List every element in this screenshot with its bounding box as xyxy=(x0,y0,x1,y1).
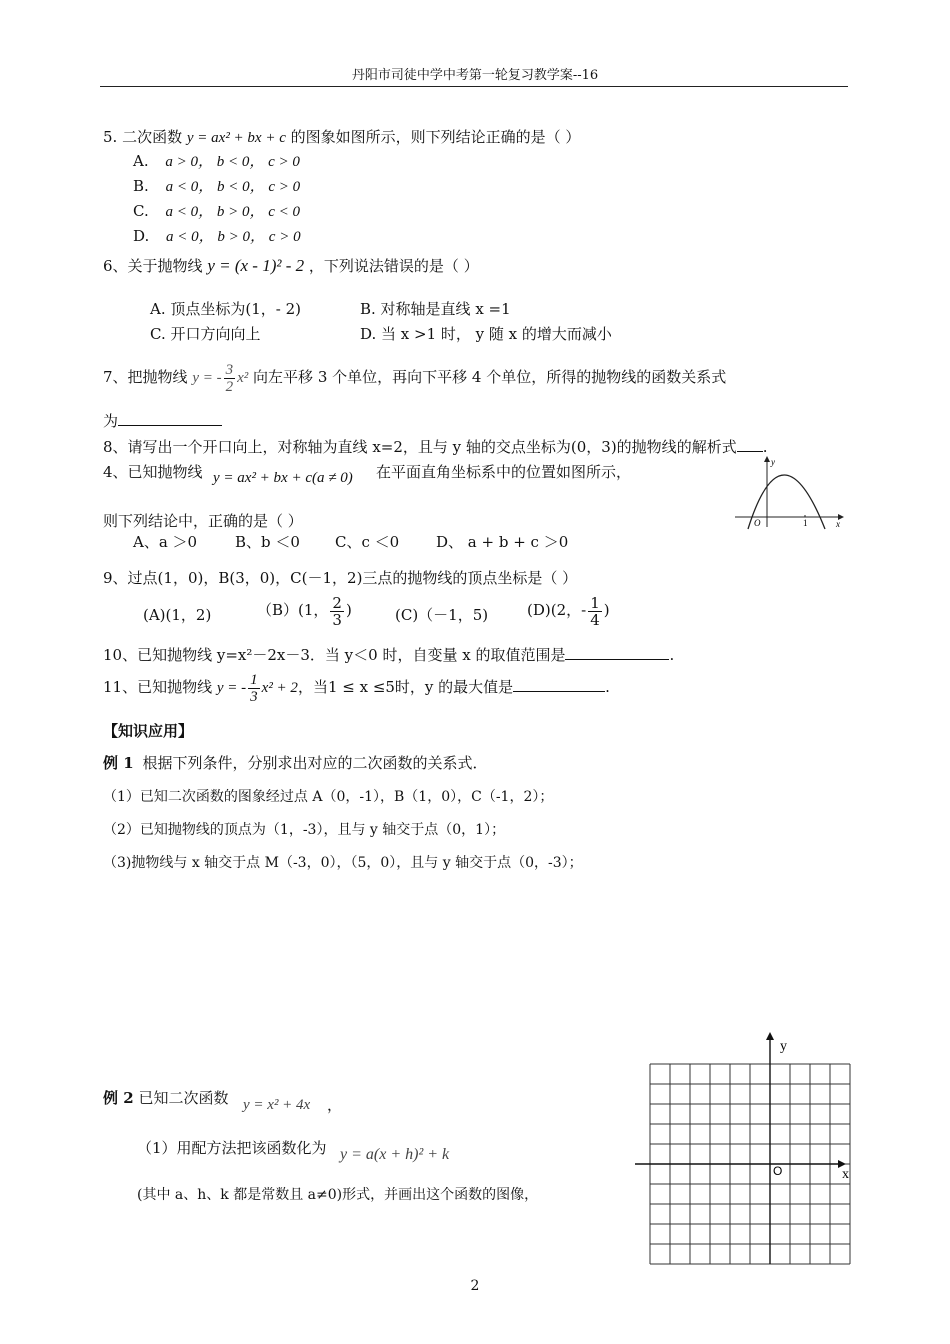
q8-blank[interactable] xyxy=(737,437,763,452)
q11-blank[interactable] xyxy=(513,677,605,692)
q9-stem: 9、过点(1，0)，B(3，0)，C(－1，2)三点的抛物线的顶点坐标是（ ） xyxy=(103,569,578,587)
q4-suffix: 在平面直角坐标系中的位置如图所示， xyxy=(376,463,632,481)
q5-formula: y = ax² + bx + c xyxy=(186,130,286,146)
header-rule xyxy=(100,86,848,87)
q4-parabola-graph xyxy=(730,455,845,530)
frac-den: 4 xyxy=(590,610,600,629)
q8-end: . xyxy=(762,438,768,456)
q4-line2: 则下列结论中，正确的是（ ） xyxy=(103,512,303,530)
grid-y-label: y xyxy=(780,1039,787,1054)
ex2-part2: (其中 a、h、k 都是常数且 a≠0)形式，并画出这个函数的图像， xyxy=(137,1187,539,1203)
option-label: C. xyxy=(133,202,149,220)
option-text: a < 0， b > 0， c > 0 xyxy=(166,229,301,245)
q7-formula-post: x² xyxy=(237,370,249,386)
q9-option-b xyxy=(257,593,352,628)
q11-formula-pre: y = - xyxy=(216,680,247,696)
option-label: B. xyxy=(133,177,149,195)
option-text: a < 0， b < 0， c > 0 xyxy=(165,179,301,195)
q11-suffix: ，当1 ≤ x ≤5时，y 的最大值是 xyxy=(297,678,514,696)
section-title: 【知识应用】 xyxy=(103,722,194,740)
q11-formula-post: x² + 2 xyxy=(261,680,298,696)
q7-suffix: 向左平移 3 个单位，再向下平移 4 个单位，所得的抛物线的函数关系式 xyxy=(253,368,727,386)
q9-optD-post: ) xyxy=(603,601,610,619)
q5-option-c xyxy=(133,200,300,221)
q9-option-a: (A)(1，2) xyxy=(143,606,212,624)
q7-blank[interactable] xyxy=(118,411,222,426)
q9-optB-post: ) xyxy=(345,601,352,619)
q4-option-b: B、b ＜0 xyxy=(235,533,300,551)
ex2-formula2: y = a(x + h)² + k xyxy=(340,1146,450,1163)
q11-frac-den: 3 xyxy=(250,688,258,705)
q7-frac-num: 3 xyxy=(225,361,234,378)
q7-prefix: 7、把抛物线 xyxy=(103,368,188,386)
q4-prefix: 4、已知抛物线 xyxy=(103,463,203,481)
q5-option-d xyxy=(133,225,301,246)
ex1-label: 例 1 xyxy=(103,754,134,772)
q11-stem xyxy=(103,670,610,705)
q9-optD-frac xyxy=(588,595,602,628)
q5-suffix: 的图象如图所示，则下列结论正确的是（ ） xyxy=(290,128,581,146)
q9-optB-pre: （B）(1， xyxy=(257,601,329,619)
q7-formula-pre: y = - xyxy=(192,370,222,386)
option-text: a > 0， b < 0， c > 0 xyxy=(165,154,300,170)
ex2-stem xyxy=(103,1087,228,1108)
q6-option-b: B. 对称轴是直线 x =1 xyxy=(360,300,511,318)
q9-optD-pre: (D)(2，- xyxy=(527,601,587,619)
q4-option-d: D、 a + b + c ＞0 xyxy=(436,533,569,551)
q6-suffix: ，下列说法错误的是（ ） xyxy=(308,257,479,275)
q6-option-d: D. 当 x >1 时， y 随 x 的增大而减小 xyxy=(360,325,612,343)
q6-prefix: 6、关于抛物线 xyxy=(103,257,203,275)
frac-den: 3 xyxy=(332,610,342,629)
q5-option-b xyxy=(133,175,300,196)
q5-stem xyxy=(103,126,580,147)
q8-text: 8、请写出一个开口向上，对称轴为直线 x=2，且与 y 轴的交点坐标为(0，3)的抛物线的解析式 xyxy=(103,438,737,456)
option-text: a < 0， b > 0， c < 0 xyxy=(165,204,301,220)
graph-origin-label: O xyxy=(754,518,761,528)
q7-line2: 为 xyxy=(103,412,119,430)
q11-end: . xyxy=(605,678,610,696)
frac-num: 1 xyxy=(590,593,600,612)
q4-option-a: A、a ＞0 xyxy=(133,533,198,551)
q11-prefix: 11、已知抛物线 xyxy=(103,678,213,696)
q10-stem xyxy=(103,644,674,665)
q6-stem xyxy=(103,255,479,276)
q7-frac-den: 2 xyxy=(225,378,234,395)
q9-optB-frac xyxy=(330,595,344,628)
y-axis-arrow xyxy=(764,456,770,462)
q10-blank[interactable] xyxy=(565,645,669,660)
q11-frac-num: 1 xyxy=(250,671,258,688)
option-label: A. xyxy=(133,152,149,170)
q10-end: . xyxy=(669,646,675,664)
q6-option-c: C. 开口方向向上 xyxy=(150,325,261,343)
ex1-item-1: （1）已知二次函数的图象经过点 A（0，-1），B（1，0），C（-1，2）； xyxy=(103,789,554,805)
page-header: 丹阳市司徒中学中考第一轮复习教学案--16 xyxy=(351,68,599,83)
graph-tick-label: 1 xyxy=(803,518,808,528)
q4-stem xyxy=(103,461,203,482)
grid-origin-label: O xyxy=(773,1164,783,1178)
q6-formula: y = (x - 1)² - 2 xyxy=(207,256,305,275)
q8-stem xyxy=(103,436,767,457)
q5-option-a xyxy=(133,150,300,171)
q9-option-d xyxy=(527,593,610,628)
ex2-text: 已知二次函数 xyxy=(138,1089,229,1107)
q5-prefix: 5. 二次函数 xyxy=(103,128,183,146)
q4-option-c: C、c ＜0 xyxy=(335,533,400,551)
graph-y-label: y xyxy=(771,457,775,467)
q6-option-a: A. 顶点坐标为(1，- 2) xyxy=(150,300,301,318)
grid-y-arrow xyxy=(766,1032,774,1040)
q10-text: 10、已知抛物线 y=x²－2x－3．当 y＜0 时，自变量 x 的取值范围是 xyxy=(103,646,566,664)
ex2-formula: y = x² + 4x xyxy=(243,1097,311,1113)
q9-option-c: (C)（－1，5) xyxy=(395,606,489,624)
ex1-item-3: （3)抛物线与 x 轴交于点 M（-3，0），（5，0），且与 y 轴交于点（0，-3）； xyxy=(103,855,583,871)
q7-stem xyxy=(103,360,726,395)
ex2-comma: ， xyxy=(327,1096,343,1114)
q4-formula: y = ax² + bx + c(a ≠ 0) xyxy=(213,470,353,486)
ex2-coordinate-grid[interactable] xyxy=(630,1030,860,1270)
option-label: D. xyxy=(133,227,150,245)
q7-answer-line xyxy=(103,410,222,431)
ex2-part1: （1）用配方法把该函数化为 xyxy=(137,1139,327,1157)
ex1-item-2: （2）已知抛物线的顶点为（1，-3），且与 y 轴交于点（0，1）； xyxy=(103,822,506,838)
ex1-text: 根据下列条件，分别求出对应的二次函数的关系式． xyxy=(142,754,488,772)
frac-num: 2 xyxy=(332,593,342,612)
grid-x-label: x xyxy=(842,1167,849,1182)
q7-fraction xyxy=(224,362,236,395)
graph-x-label: x xyxy=(836,519,840,529)
ex1-stem xyxy=(103,752,487,773)
page-number: 2 xyxy=(470,1278,480,1294)
q11-fraction xyxy=(248,672,260,705)
ex2-label: 例 2 xyxy=(103,1089,134,1107)
